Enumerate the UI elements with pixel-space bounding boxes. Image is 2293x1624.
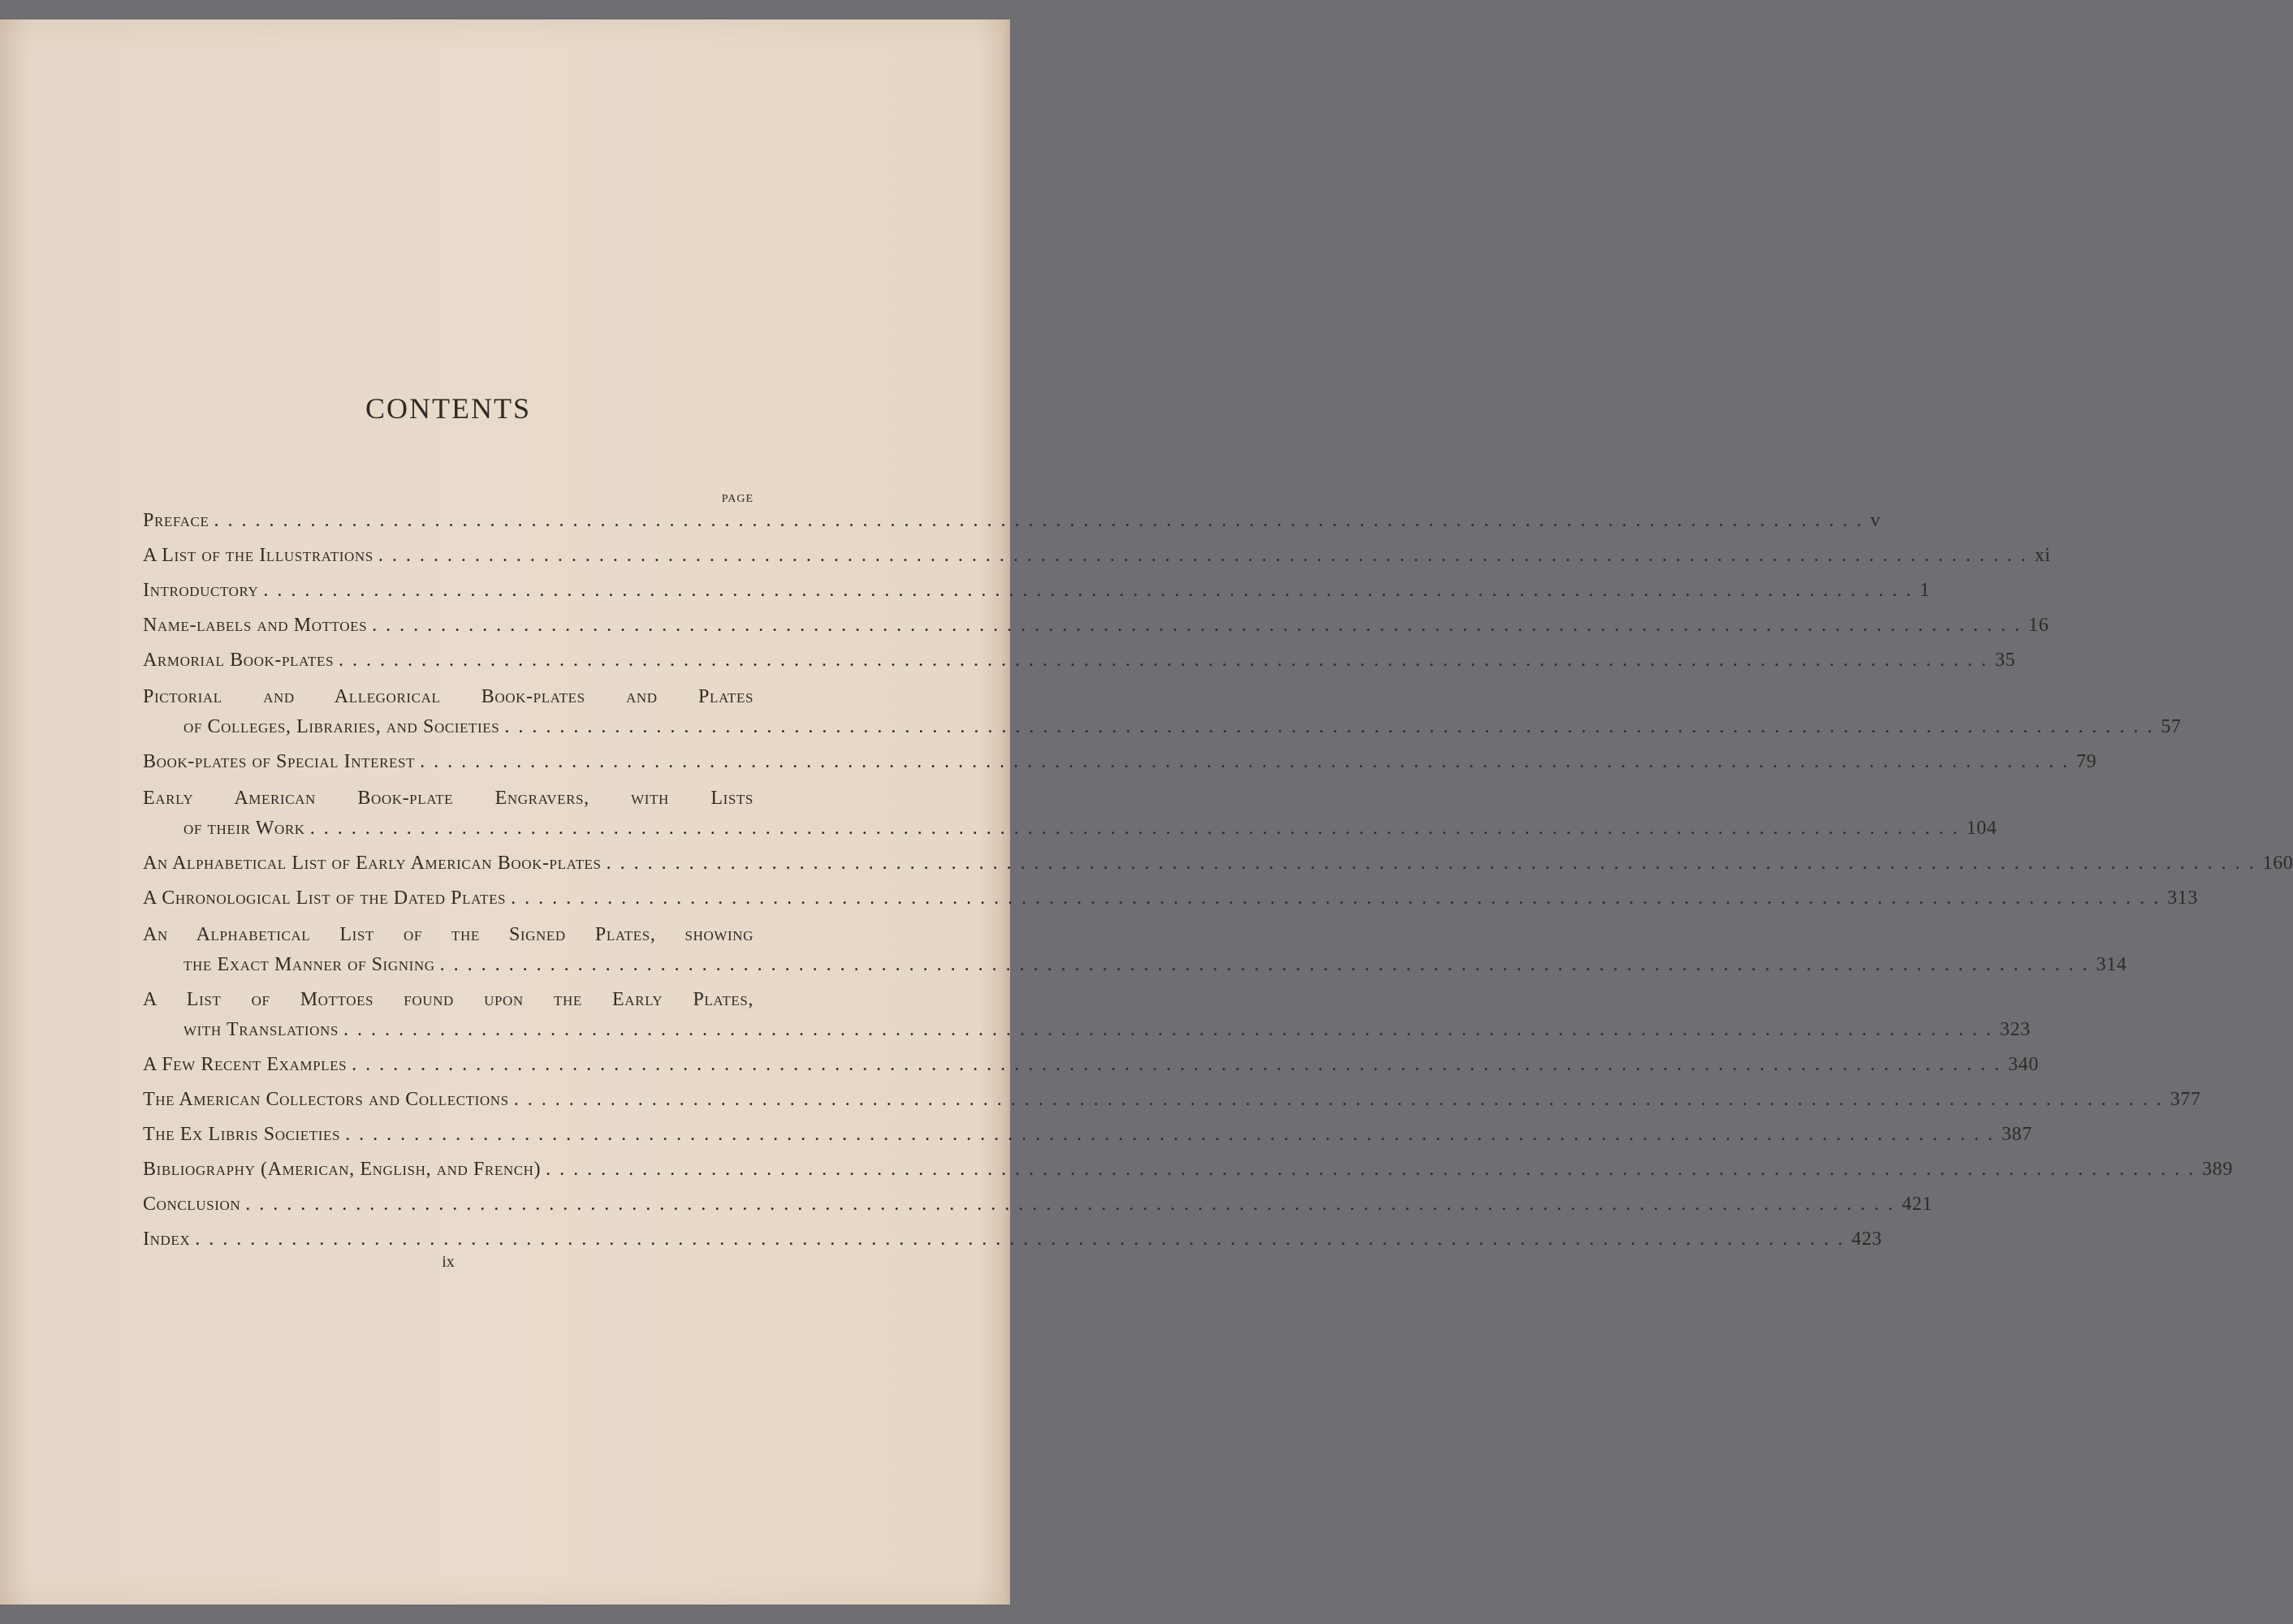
toc-entry — [143, 650, 2016, 674]
leader-dots: ........................................................................................................................ — [372, 615, 2029, 636]
toc-entry — [143, 1124, 2032, 1148]
toc-entry-title: Book-plates of Special Interest — [143, 751, 416, 772]
toc-entry-title: Index — [143, 1229, 191, 1250]
leader-dots: ........................................................................................................................ — [378, 545, 2035, 566]
toc-entry-page: 104 — [1966, 818, 1997, 839]
leader-dots: ........................................................................................................................ — [343, 1019, 2000, 1040]
toc-entry — [143, 1089, 2201, 1113]
toc-entry-title: The American Collectors and Collections — [143, 1089, 509, 1110]
toc-entry-title: Preface — [143, 510, 209, 531]
toc-entry-page: 1 — [1919, 580, 1931, 601]
leader-dots: ........................................................................................................................ — [504, 716, 2161, 737]
toc-entry-page: 340 — [2008, 1054, 2039, 1075]
toc-entry-page: 423 — [1851, 1229, 1883, 1250]
toc-entry — [143, 1194, 1933, 1218]
leader-dots: ........................................................................................................................ — [263, 580, 1920, 601]
toc-entry-page: 377 — [2170, 1089, 2201, 1110]
book-page — [0, 19, 1010, 1605]
toc-entry-page: 79 — [2076, 751, 2097, 772]
toc-entry-title: Name-labels and Mottoes — [143, 615, 368, 636]
toc-entry-title: Pictorial and Allegorical Book-plates and Plates — [143, 686, 754, 707]
toc-entry — [143, 751, 2097, 775]
toc-entry-page: 314 — [2096, 954, 2127, 975]
leader-dots: ........................................................................................................................ — [345, 1124, 2002, 1145]
leader-dots: ........................................................................................................................ — [439, 954, 2097, 975]
leader-dots: ........................................................................................................................ — [420, 751, 2077, 772]
toc-entry — [184, 954, 2127, 978]
leader-dots: ........................................................................................................................ — [195, 1229, 1852, 1250]
toc-entry-page: 35 — [1995, 650, 2016, 671]
toc-entry — [143, 989, 754, 1013]
toc-entry — [143, 788, 754, 812]
leader-dots: ........................................................................................................................ — [546, 1159, 2203, 1180]
page-edge — [1002, 19, 1010, 1605]
toc-entry — [143, 510, 1881, 534]
toc-entry-title: Armorial Book-plates — [143, 650, 335, 671]
toc-entry-title: A Few Recent Examples — [143, 1054, 348, 1075]
toc-entry-title: Conclusion — [143, 1194, 241, 1215]
toc-entry — [143, 1159, 2233, 1183]
toc-entry-title: Early American Book-plate Engravers, with Lists — [143, 788, 754, 809]
toc-entry-title: An Alphabetical List of the Signed Plates, showing — [143, 924, 754, 945]
toc-entry-title: of their Work — [184, 818, 305, 839]
leader-dots: ........................................................................................................................ — [214, 510, 1871, 531]
toc-entry — [143, 853, 2293, 877]
toc-entry-title: Bibliography (American, English, and French) — [143, 1159, 542, 1180]
toc-entry-page: 389 — [2202, 1159, 2233, 1180]
toc-entry-title: A List of Mottoes found upon the Early Plates, — [143, 989, 754, 1010]
toc-entry-page: 313 — [2167, 888, 2198, 909]
page-number: ix — [442, 1253, 455, 1271]
toc-entry-title: of Colleges, Libraries, and Societies — [184, 716, 500, 737]
toc-entry — [143, 1229, 1883, 1253]
toc-entry-page: 57 — [2161, 716, 2182, 737]
page-column-label: PAGE — [721, 493, 754, 505]
toc-entry-title: with Translations — [184, 1019, 339, 1040]
leader-dots: ........................................................................................................................ — [339, 650, 1996, 671]
leader-dots: ........................................................................................................................ — [513, 1089, 2170, 1110]
toc-entry-title: An Alphabetical List of Early American Book-plates — [143, 853, 602, 874]
toc-entry-page: 421 — [1902, 1194, 1933, 1215]
toc-entry — [184, 1019, 2031, 1043]
toc-entry — [184, 716, 2182, 741]
leader-dots: ........................................................................................................................ — [352, 1054, 2009, 1075]
toc-entry — [143, 1054, 2039, 1078]
toc-entry — [143, 888, 2198, 912]
toc-entry-title: A List of the Illustrations — [143, 545, 374, 566]
toc-entry-page: 16 — [2028, 615, 2049, 636]
toc-entry-title: A Chronological List of the Dated Plates — [143, 888, 507, 909]
toc-entry-title: The Ex Libris Societies — [143, 1124, 341, 1145]
toc-entry — [143, 924, 754, 948]
leader-dots: ........................................................................................................................ — [511, 888, 2168, 909]
page-title: CONTENTS — [365, 392, 531, 425]
toc-entry-page: 387 — [2002, 1124, 2032, 1145]
leader-dots: ........................................................................................................................ — [606, 853, 2263, 874]
toc-entry-page: v — [1870, 510, 1881, 531]
toc-entry-page: xi — [2034, 545, 2051, 566]
toc-entry — [143, 545, 2051, 569]
toc-entry-page: 323 — [1999, 1019, 2031, 1040]
toc-entry — [143, 615, 2049, 639]
toc-entry — [143, 580, 1931, 604]
toc-entry-title: Introductory — [143, 580, 259, 601]
toc-entry-title: the Exact Manner of Signing — [184, 954, 435, 975]
toc-entry-page: 160 — [2262, 853, 2293, 874]
leader-dots: ........................................................................................................................ — [245, 1194, 1902, 1215]
leader-dots: ........................................................................................................................ — [309, 818, 1967, 839]
toc-entry — [184, 818, 1997, 842]
toc-entry — [143, 686, 754, 710]
